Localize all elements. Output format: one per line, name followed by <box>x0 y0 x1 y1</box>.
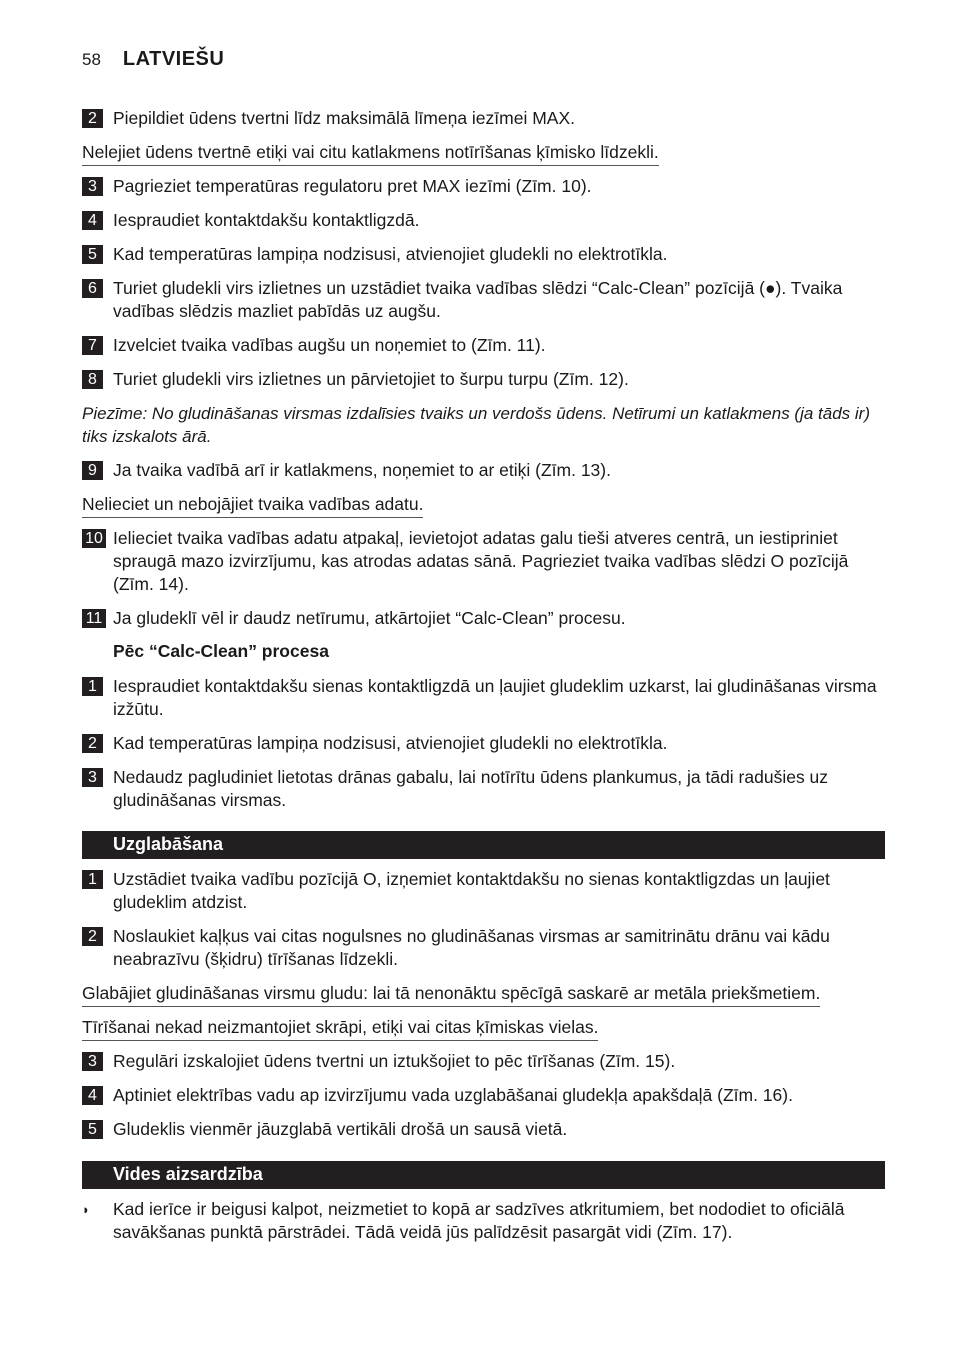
after-step-1 <box>82 675 882 721</box>
after-step-3 <box>82 766 882 812</box>
step-number: 3 <box>82 1052 103 1071</box>
step-text: Piepildiet ūdens tvertni līdz maksimālā līmeņa iezīmei MAX. <box>113 108 575 128</box>
step-number: 2 <box>82 734 103 753</box>
warning-text: Nelejiet ūdens tvertnē etiķi vai citu katlakmens notīrīšanas ķīmisko līdzekli. <box>82 141 659 166</box>
step-number: 10 <box>82 529 106 548</box>
step-number: 1 <box>82 870 103 889</box>
storage-step-5 <box>82 1118 882 1141</box>
step-number: 11 <box>82 609 106 628</box>
step-2 <box>82 107 882 130</box>
step-number: 8 <box>82 370 103 389</box>
storage-step-4 <box>82 1084 882 1107</box>
step-number: 2 <box>82 927 103 946</box>
step-number: 5 <box>82 245 103 264</box>
step-7 <box>82 334 882 357</box>
step-number: 2 <box>82 109 103 128</box>
step-number: 4 <box>82 1086 103 1105</box>
step-text: Iespraudiet kontaktdakšu sienas kontaktligzdā un ļaujiet gludeklim uzkarst, lai gludināšanas virsma izžūtu. <box>113 676 877 719</box>
step-text: Noslaukiet kaļķus vai citas nogulsnes no gludināšanas virsmas ar samitrinātu drānu vai kādu neabrazīvu (šķidru) tīrīšanas līdzekli. <box>113 926 830 969</box>
step-text: Ja tvaika vadībā arī ir katlakmens, noņemiet to ar etiķi (Zīm. 13). <box>113 460 611 480</box>
step-6 <box>82 277 882 323</box>
step-10 <box>82 527 882 596</box>
step-text: Ja gludeklī vēl ir daudz netīrumu, atkārtojiet “Calc-Clean” procesu. <box>113 608 626 628</box>
step-3 <box>82 175 882 198</box>
step-5 <box>82 243 882 266</box>
step-text: Nedaudz pagludiniet lietotas drānas gabalu, lai notīrītu ūdens plankumus, ja tādi radušies uz gludināšanas virsmas. <box>113 767 829 810</box>
storage-step-1 <box>82 868 882 914</box>
bullet-text: Kad ierīce ir beigusi kalpot, neizmetiet to kopā ar sadzīves atkritumiem, bet nododiet to oficiālā savākšanas punktā pārstrādei. Tādā veidā jūs palīdzēsit pasargāt vidi (Zīm. 17). <box>113 1199 845 1242</box>
after-step-2 <box>82 732 882 755</box>
step-text: Kad temperatūras lampiņa nodzisusi, atvienojiet gludekli no elektrotīkla. <box>113 733 668 753</box>
storage-step-3 <box>82 1050 882 1073</box>
step-11 <box>82 607 882 630</box>
step-text: Kad temperatūras lampiņa nodzisusi, atvienojiet gludekli no elektrotīkla. <box>113 244 668 264</box>
step-text: Turiet gludekli virs izlietnes un uzstādiet tvaika vadības slēdzi “Calc-Clean” pozīcijā (●). Tvaika vadības slēdzis mazliet pabīdās uz augšu. <box>113 278 843 321</box>
step-text: Turiet gludekli virs izlietnes un pārvietojiet to šurpu turpu (Zīm. 12). <box>113 369 629 389</box>
page-header <box>82 48 224 74</box>
environment-bullet <box>82 1198 882 1244</box>
step-9 <box>82 459 882 482</box>
step-number: 4 <box>82 211 103 230</box>
step-text: Iespraudiet kontaktdakšu kontaktligzdā. <box>113 210 420 230</box>
warning-text: Glabājiet gludināšanas virsmu gludu: lai tā nenonāktu spēcīgā saskarē ar metāla priekšmetiem. <box>82 982 820 1007</box>
step-text: Uzstādiet tvaika vadību pozīcijā O, izņemiet kontaktdakšu no sienas kontaktligzdas un ļaujiet gludeklim atdzist. <box>113 869 830 912</box>
step-number: 9 <box>82 461 103 480</box>
warning-text: Tīrīšanai nekad neizmantojiet skrāpi, etiķi vai citas ķīmiskas vielas. <box>82 1016 598 1041</box>
note-text: Piezīme: No gludināšanas virsmas izdalīsies tvaiks un verdošs ūdens. Netīrumi un katlakmens (ja tāds ir) tiks izskalots ārā. <box>82 404 870 446</box>
subsection-heading: Pēc “Calc-Clean” procesa <box>113 641 329 661</box>
section-bar-environment <box>82 1161 885 1189</box>
step-number: 3 <box>82 177 103 196</box>
step-text: Izvelciet tvaika vadības augšu un noņemiet to (Zīm. 11). <box>113 335 546 355</box>
step-number: 7 <box>82 336 103 355</box>
section-title: Vides aizsardzība <box>113 1164 263 1184</box>
page-number: 58 <box>82 50 101 69</box>
step-number: 1 <box>82 677 103 696</box>
step-text: Gludeklis vienmēr jāuzglabā vertikāli drošā un sausā vietā. <box>113 1119 568 1139</box>
step-text: Regulāri izskalojiet ūdens tvertni un iztukšojiet to pēc tīrīšanas (Zīm. 15). <box>113 1051 676 1071</box>
step-text: Aptiniet elektrības vadu ap izvirzījumu vada uzglabāšanai gludekļa apakšdaļā (Zīm. 16). <box>113 1085 793 1105</box>
bullet-icon: ◗ <box>82 1202 90 1217</box>
step-number: 6 <box>82 279 103 298</box>
storage-step-2 <box>82 925 882 971</box>
step-text: Ielieciet tvaika vadības adatu atpakaļ, ievietojot adatas galu tieši atveres centrā, un iestipriniet spraugā mazo izvirzījumu, kas atrodas adatas sānā. Pagrieziet tvaika vadības slēdzi O pozīcijā (Zīm. 14). <box>113 528 849 594</box>
section-bar-storage <box>82 831 885 859</box>
step-number: 5 <box>82 1120 103 1139</box>
step-text: Pagrieziet temperatūras regulatoru pret MAX iezīmi (Zīm. 10). <box>113 176 592 196</box>
step-number: 3 <box>82 768 103 787</box>
section-title: Uzglabāšana <box>113 834 224 854</box>
warning-text: Nelieciet un nebojājiet tvaika vadības adatu. <box>82 493 423 518</box>
step-4 <box>82 209 882 232</box>
language-title: LATVIEŠU <box>122 48 225 70</box>
step-8 <box>82 368 882 391</box>
